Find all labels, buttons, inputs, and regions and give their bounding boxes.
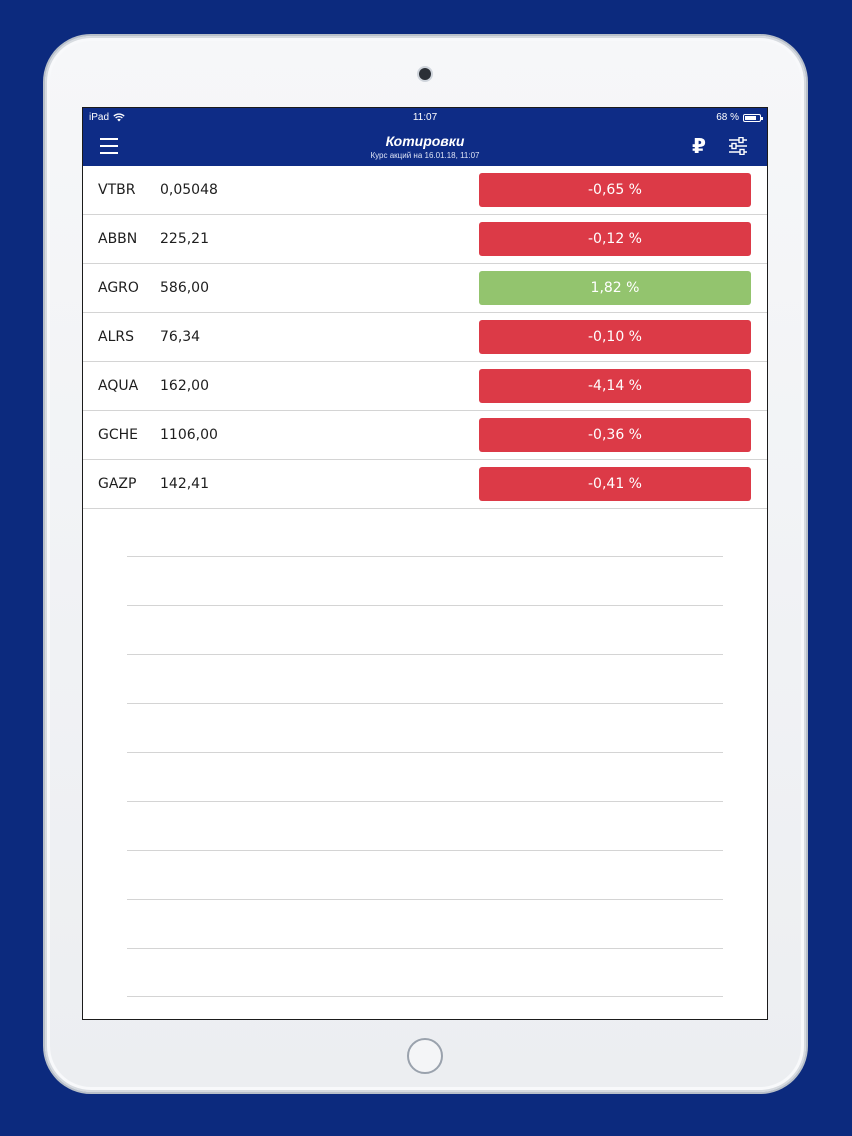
- quote-row[interactable]: [83, 411, 767, 460]
- battery-percent: 68 %: [716, 112, 739, 123]
- change-badge: -0,12 %: [479, 222, 751, 256]
- price: 586,00: [160, 280, 209, 296]
- device-label: iPad: [89, 112, 110, 123]
- list-separator: [127, 703, 723, 704]
- filter-settings-icon[interactable]: [728, 137, 748, 155]
- clock: 11:07: [412, 112, 438, 123]
- list-separator: [127, 899, 723, 900]
- list-separator: [127, 948, 723, 949]
- ticker: ALRS: [98, 329, 134, 345]
- price: 76,34: [160, 329, 201, 345]
- change-badge: 1,82 %: [479, 271, 751, 305]
- price: 162,00: [160, 378, 209, 394]
- quote-row[interactable]: [83, 215, 767, 264]
- price: 1106,00: [160, 427, 218, 443]
- status-bar: [83, 108, 767, 128]
- list-separator: [127, 801, 723, 802]
- list-separator: [127, 605, 723, 606]
- price: 0,05048: [160, 182, 218, 198]
- ticker: AGRO: [98, 280, 139, 296]
- currency-button[interactable]: ₽: [692, 134, 706, 158]
- list-separator: [127, 556, 723, 557]
- app-screen: [82, 107, 768, 1020]
- ticker: AQUA: [98, 378, 139, 394]
- change-badge: -4,14 %: [479, 369, 751, 403]
- quote-row[interactable]: [83, 362, 767, 411]
- change-badge: -0,41 %: [479, 467, 751, 501]
- navigation-bar: [83, 128, 767, 166]
- home-button[interactable]: [407, 1038, 443, 1074]
- change-badge: -0,36 %: [479, 418, 751, 452]
- change-badge: -0,65 %: [479, 173, 751, 207]
- quote-row[interactable]: [83, 460, 767, 509]
- quote-row[interactable]: [83, 264, 767, 313]
- ticker: GAZP: [98, 476, 137, 492]
- list-separator: [127, 654, 723, 655]
- list-separator: [127, 752, 723, 753]
- quote-row[interactable]: [83, 313, 767, 362]
- page-subtitle: Курс акций на 16.01.18, 11:07: [370, 151, 480, 160]
- front-camera: [419, 68, 431, 80]
- price: 142,41: [160, 476, 209, 492]
- price: 225,21: [160, 231, 209, 247]
- ticker: ABBN: [98, 231, 138, 247]
- quotes-list: [83, 166, 767, 509]
- change-badge: -0,10 %: [479, 320, 751, 354]
- list-separator: [127, 850, 723, 851]
- quote-row[interactable]: [83, 166, 767, 215]
- page-title: Котировки: [385, 133, 465, 149]
- battery-icon: [743, 114, 761, 122]
- list-separator: [127, 996, 723, 997]
- ticker: VTBR: [98, 182, 136, 198]
- ticker: GCHE: [98, 427, 138, 443]
